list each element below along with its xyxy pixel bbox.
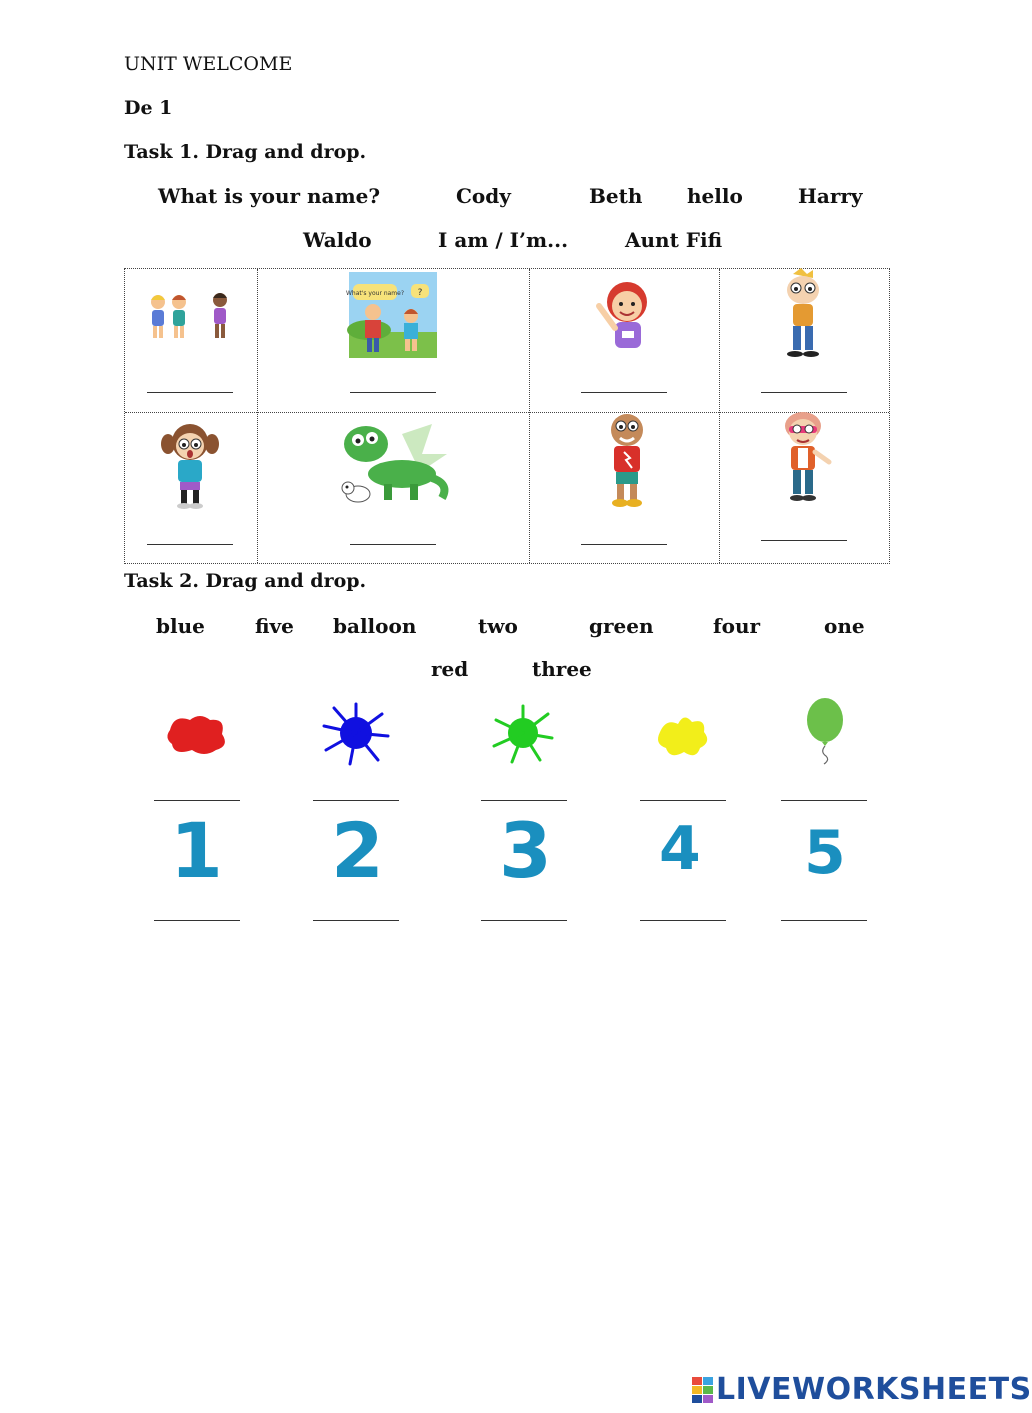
balloon-shape	[807, 698, 843, 742]
logo-blocks-icon	[692, 1375, 714, 1405]
green-balloon-image	[804, 696, 846, 766]
answer-blank[interactable]	[350, 392, 436, 393]
answer-blank[interactable]	[481, 920, 567, 921]
answer-blank[interactable]	[581, 392, 667, 393]
answer-blank[interactable]	[154, 800, 240, 801]
answer-blank[interactable]	[147, 392, 233, 393]
de-label: De 1	[124, 97, 173, 119]
word-five[interactable]: five	[255, 614, 294, 638]
answer-blank[interactable]	[781, 800, 867, 801]
number-four-image: 4	[659, 814, 701, 884]
word-four[interactable]: four	[713, 614, 761, 638]
word-blue[interactable]: blue	[156, 614, 205, 638]
number-two-image: 2	[331, 806, 384, 895]
word-waldo[interactable]: Waldo	[303, 228, 372, 252]
task1-title: Task 1. Drag and drop.	[124, 141, 367, 163]
task2-title: Task 2. Drag and drop.	[124, 570, 367, 592]
word-two[interactable]: two	[478, 614, 518, 638]
answer-blank[interactable]	[313, 800, 399, 801]
answer-blank[interactable]	[481, 800, 567, 801]
logo-text: LIVEWORKSHEETS	[716, 1372, 1032, 1407]
whats-your-name-scene-image	[345, 272, 437, 358]
answer-blank[interactable]	[761, 540, 847, 541]
answer-blank[interactable]	[313, 920, 399, 921]
yellow-splat-shape	[658, 717, 707, 755]
answer-blank[interactable]	[147, 544, 233, 545]
answer-blank[interactable]	[350, 544, 436, 545]
word-one[interactable]: one	[824, 614, 865, 638]
word-beth[interactable]: Beth	[589, 184, 643, 208]
word-cody[interactable]: Cody	[456, 184, 511, 208]
answer-blank[interactable]	[640, 920, 726, 921]
red-splat-shape	[167, 716, 224, 754]
speech-bubble-text: What's your name?	[345, 290, 405, 297]
number-one-image: 1	[170, 806, 223, 895]
word-what-is-your-name[interactable]: What is your name?	[158, 184, 381, 208]
yellow-splat-image	[652, 708, 712, 764]
unit-title-text: UNIT WELCOME	[124, 53, 293, 75]
word-i-am[interactable]: I am / I’m...	[438, 228, 569, 252]
girl-pigtails-image	[158, 414, 222, 510]
red-splat-image	[164, 710, 232, 758]
answer-blank[interactable]	[581, 544, 667, 545]
blue-splat-image	[320, 700, 392, 766]
word-three[interactable]: three	[532, 657, 592, 681]
table-divider	[257, 269, 258, 563]
number-five-image: 5	[804, 818, 846, 888]
answer-blank[interactable]	[640, 800, 726, 801]
unit-title	[124, 53, 292, 75]
answer-blank[interactable]	[154, 920, 240, 921]
girl-waving-image	[591, 276, 657, 352]
word-harry[interactable]: Harry	[798, 184, 863, 208]
word-balloon[interactable]: balloon	[333, 614, 417, 638]
table-divider	[719, 269, 720, 563]
green-splat-image	[490, 702, 556, 764]
dragon-and-dog-image	[332, 414, 452, 512]
word-hello[interactable]: hello	[687, 184, 743, 208]
speech-bubble-question: ?	[417, 288, 423, 298]
children-group-image	[144, 290, 236, 342]
liveworksheets-logo	[692, 1372, 1032, 1407]
table-divider	[529, 269, 530, 563]
word-aunt-fifi[interactable]: Aunt Fifi	[625, 228, 723, 252]
word-red[interactable]: red	[431, 657, 469, 681]
word-green[interactable]: green	[589, 614, 654, 638]
answer-blank[interactable]	[761, 392, 847, 393]
aunt-fifi-image	[775, 408, 835, 504]
harry-character-image	[779, 268, 827, 358]
boy-red-shirt-image	[600, 410, 654, 510]
number-three-image: 3	[499, 806, 552, 895]
answer-blank[interactable]	[781, 920, 867, 921]
